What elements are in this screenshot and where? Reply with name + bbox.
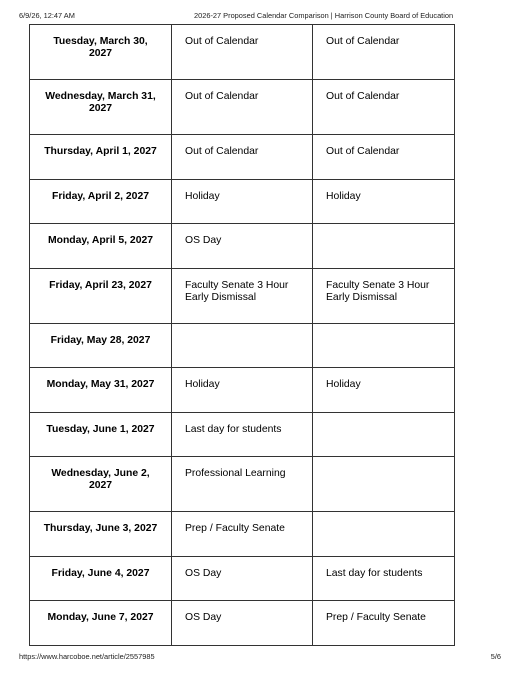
print-footer [19,652,501,662]
table-row [30,269,455,324]
print-url: https://www.harcoboe.net/article/2557985 [19,652,155,661]
print-page-number: 5/6 [490,652,501,661]
date-cell: Friday, June 4, 2027 [30,557,172,601]
date-cell: Wednesday, March 31, 2027 [30,80,172,135]
option-b-cell [313,457,455,512]
option-a-cell [172,324,313,368]
option-b-cell: Faculty Senate 3 Hour Early Dismissal [313,269,455,324]
option-a-cell: Faculty Senate 3 Hour Early Dismissal [172,269,313,324]
option-b-cell [313,413,455,457]
print-header [19,11,501,21]
option-b-cell [313,512,455,557]
option-a-cell: Holiday [172,368,313,413]
print-page-title: 2026-27 Proposed Calendar Comparison | Harrison County Board of Education [194,11,454,20]
table-row [30,224,455,269]
option-b-cell: Out of Calendar [313,135,455,180]
date-cell: Monday, May 31, 2027 [30,368,172,413]
option-b-cell: Holiday [313,180,455,224]
date-cell: Friday, May 28, 2027 [30,324,172,368]
option-a-cell: Last day for students [172,413,313,457]
table-row [30,324,455,368]
table-row [30,457,455,512]
table-row [30,512,455,557]
option-b-cell: Last day for students [313,557,455,601]
calendar-comparison-table [29,24,455,646]
date-cell: Monday, June 7, 2027 [30,601,172,646]
option-a-cell: Out of Calendar [172,80,313,135]
date-cell: Thursday, June 3, 2027 [30,512,172,557]
date-cell: Friday, April 2, 2027 [30,180,172,224]
option-b-cell [313,224,455,269]
table-row [30,180,455,224]
date-cell: Tuesday, March 30, 2027 [30,25,172,80]
option-a-cell: OS Day [172,557,313,601]
option-a-cell: Prep / Faculty Senate [172,512,313,557]
option-b-cell: Out of Calendar [313,80,455,135]
date-cell: Wednesday, June 2, 2027 [30,457,172,512]
date-cell: Thursday, April 1, 2027 [30,135,172,180]
option-a-cell: Out of Calendar [172,135,313,180]
table-row [30,557,455,601]
option-a-cell: OS Day [172,601,313,646]
table-row [30,413,455,457]
option-a-cell: Holiday [172,180,313,224]
option-b-cell [313,324,455,368]
option-a-cell: Out of Calendar [172,25,313,80]
table-row [30,601,455,646]
table-row [30,80,455,135]
option-b-cell: Prep / Faculty Senate [313,601,455,646]
option-b-cell: Holiday [313,368,455,413]
table-row [30,368,455,413]
date-cell: Tuesday, June 1, 2027 [30,413,172,457]
date-cell: Monday, April 5, 2027 [30,224,172,269]
table-row [30,135,455,180]
print-datetime: 6/9/26, 12:47 AM [19,11,75,20]
option-a-cell: OS Day [172,224,313,269]
date-cell: Friday, April 23, 2027 [30,269,172,324]
option-b-cell: Out of Calendar [313,25,455,80]
table-row [30,25,455,80]
option-a-cell: Professional Learning [172,457,313,512]
